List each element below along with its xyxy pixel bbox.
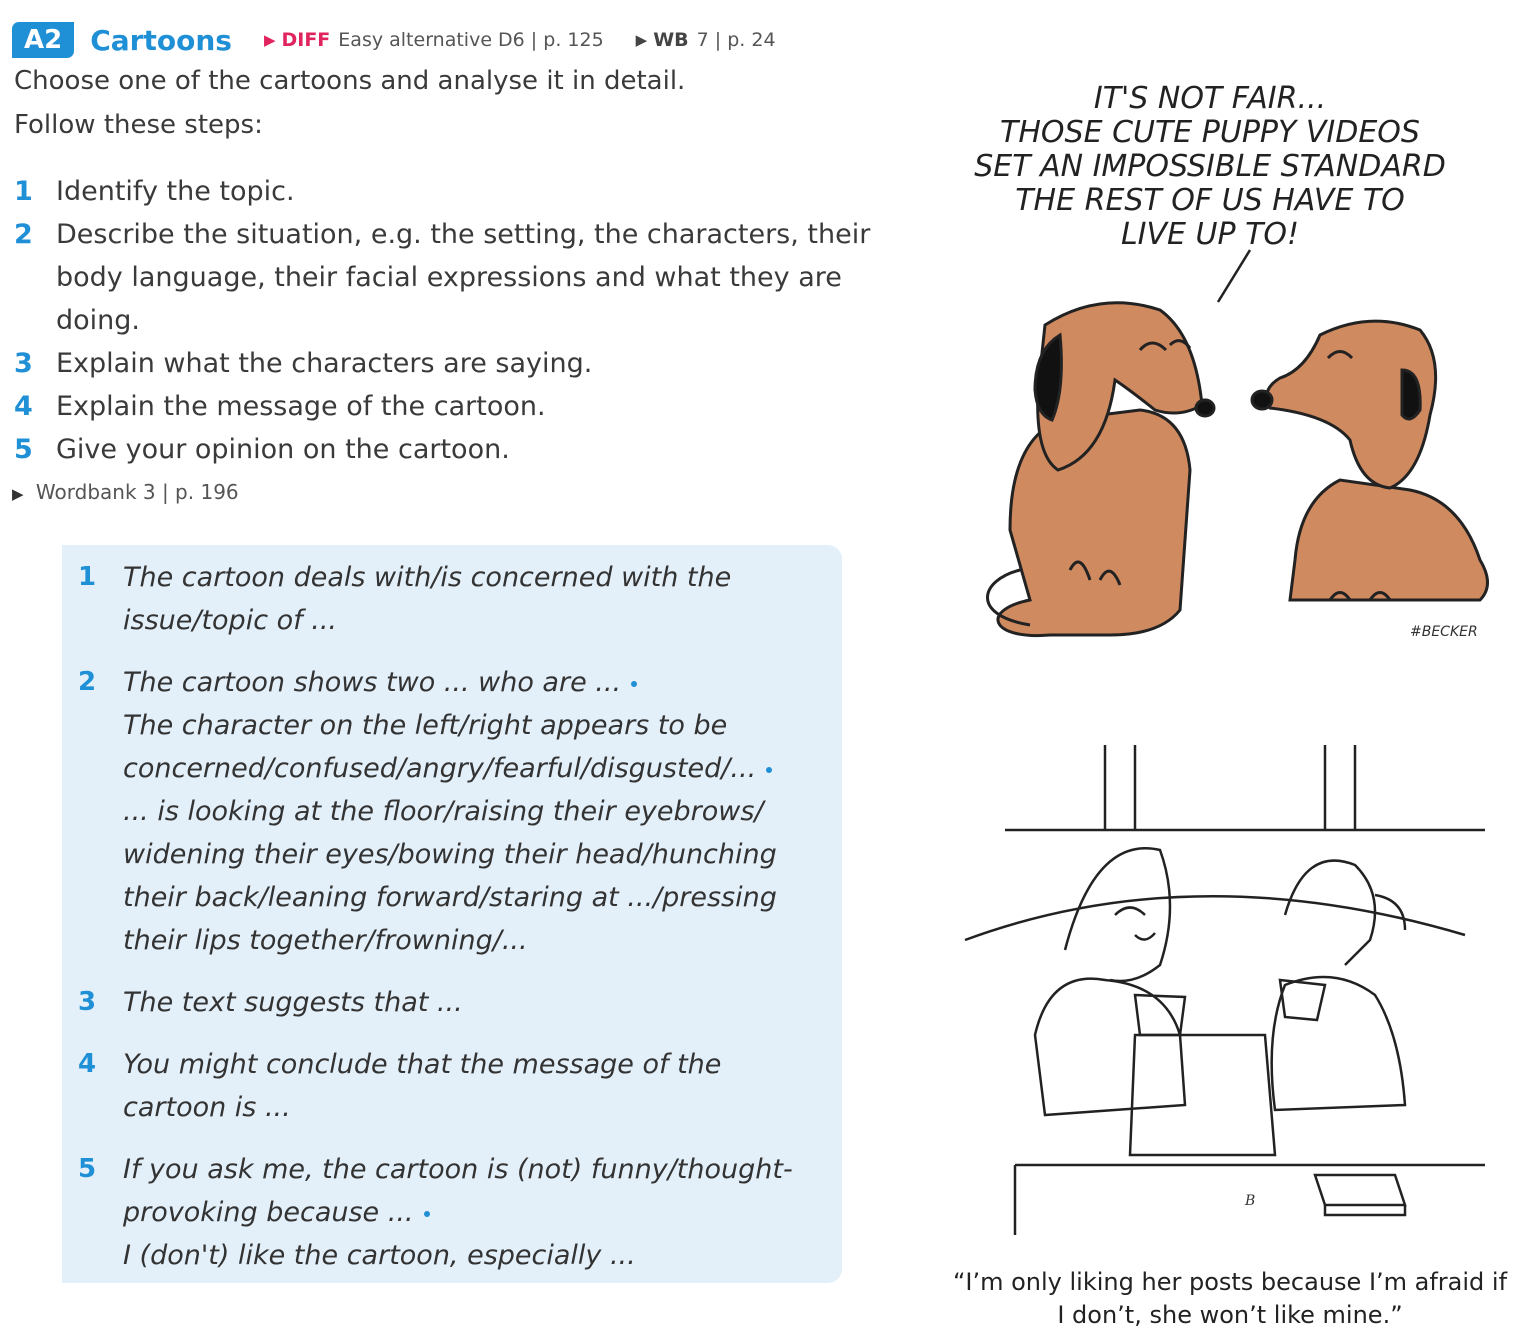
phrase-item: [78, 661, 838, 962]
phrase-number: 5: [78, 1154, 97, 1184]
women-cartoon-illustration: [945, 735, 1485, 1255]
exercise-title: Cartoons: [90, 23, 232, 57]
step-item: [14, 428, 914, 471]
phrase-text: If you ask me, the cartoon is (not) funny/thought- provoking because ... I (don't) like the cartoon, especially ...: [123, 1154, 793, 1271]
women-cartoon-caption: “I’m only liking her posts because I’m afraid if I don’t, she won’t like mine.”: [952, 1268, 1508, 1329]
step-item: [14, 342, 914, 385]
step-text: Give your opinion on the cartoon.: [56, 434, 510, 465]
step-text: Explain the message of the cartoon.: [56, 391, 546, 422]
workbook-reference-link[interactable]: [636, 29, 776, 51]
step-number: 1: [14, 176, 33, 207]
workbook-tag: WB: [653, 29, 689, 51]
phrase-number: 2: [78, 667, 97, 697]
phrase-text: The text suggests that ...: [123, 987, 463, 1018]
step-number: 4: [14, 391, 33, 422]
diff-reference-link[interactable]: [264, 29, 604, 51]
play-arrow-icon: ▶: [263, 31, 276, 49]
play-arrow-icon: ▶: [12, 485, 24, 503]
step-item: [14, 213, 914, 342]
workbook-reference-text: 7 | p. 24: [696, 29, 776, 51]
exercise-badge: A2: [12, 22, 74, 58]
step-number: 5: [14, 434, 33, 465]
bullet-dot-icon: [424, 1211, 430, 1217]
step-item: [14, 385, 914, 428]
phrase-item: [78, 1043, 838, 1129]
intro-follow-steps: Follow these steps:: [14, 110, 263, 140]
steps-list: [14, 170, 914, 471]
step-number: 2: [14, 219, 33, 250]
exercise-header: [12, 20, 776, 60]
dog-cartoon-speech: IT'S NOT FAIR... THOSE CUTE PUPPY VIDEOS SET AN IMPOSSIBLE STANDARD THE REST OF US HAVE TO LIVE UP TO!: [974, 81, 1446, 252]
play-arrow-icon: ▶: [635, 31, 648, 49]
phrase-number: 4: [78, 1049, 97, 1079]
step-text: Identify the topic.: [56, 176, 295, 207]
phrase-item: [78, 981, 838, 1024]
intro-instruction: Choose one of the cartoons and analyse it in detail.: [14, 66, 686, 96]
phrase-item: [78, 556, 838, 642]
phrase-item: [78, 1148, 838, 1277]
useful-phrases-list: [78, 556, 838, 1296]
dog-cartoon-illustration: [940, 240, 1510, 660]
step-text: Explain what the characters are saying.: [56, 348, 593, 379]
wordbank-text: Wordbank 3 | p. 196: [35, 480, 239, 504]
diff-tag: DIFF: [281, 29, 331, 51]
wordbank-link[interactable]: [12, 480, 239, 504]
svg-text:B: B: [1245, 1193, 1256, 1209]
bullet-dot-icon: [766, 767, 772, 773]
right-dog: [1252, 321, 1488, 600]
step-text: Describe the situation, e.g. the setting, the characters, their body language, their facial expressions and what they are doing.: [56, 219, 871, 336]
phrase-number: 1: [78, 562, 97, 592]
left-dog: [988, 303, 1215, 636]
phrase-text: The cartoon deals with/is concerned with the issue/topic of ...: [123, 562, 732, 636]
step-item: [14, 170, 914, 213]
diff-reference-text: Easy alternative D6 | p. 125: [338, 29, 604, 51]
dog-cartoon-signature: #BECKER: [1410, 624, 1478, 640]
step-number: 3: [14, 348, 33, 379]
phrase-text: You might conclude that the message of the cartoon is ...: [123, 1049, 722, 1123]
bullet-dot-icon: [631, 681, 637, 687]
phrase-number: 3: [78, 987, 97, 1017]
phrase-text: The cartoon shows two ... who are ... The character on the left/right appears to be concerned/confused/angry/fearful/disgusted/... ... is looking at the floor/raising their eyebrows/ widening their eyes/bowing their head/hunching their back/leaning forward/staring at .../pressing their lips together/frowning/...: [123, 667, 777, 956]
